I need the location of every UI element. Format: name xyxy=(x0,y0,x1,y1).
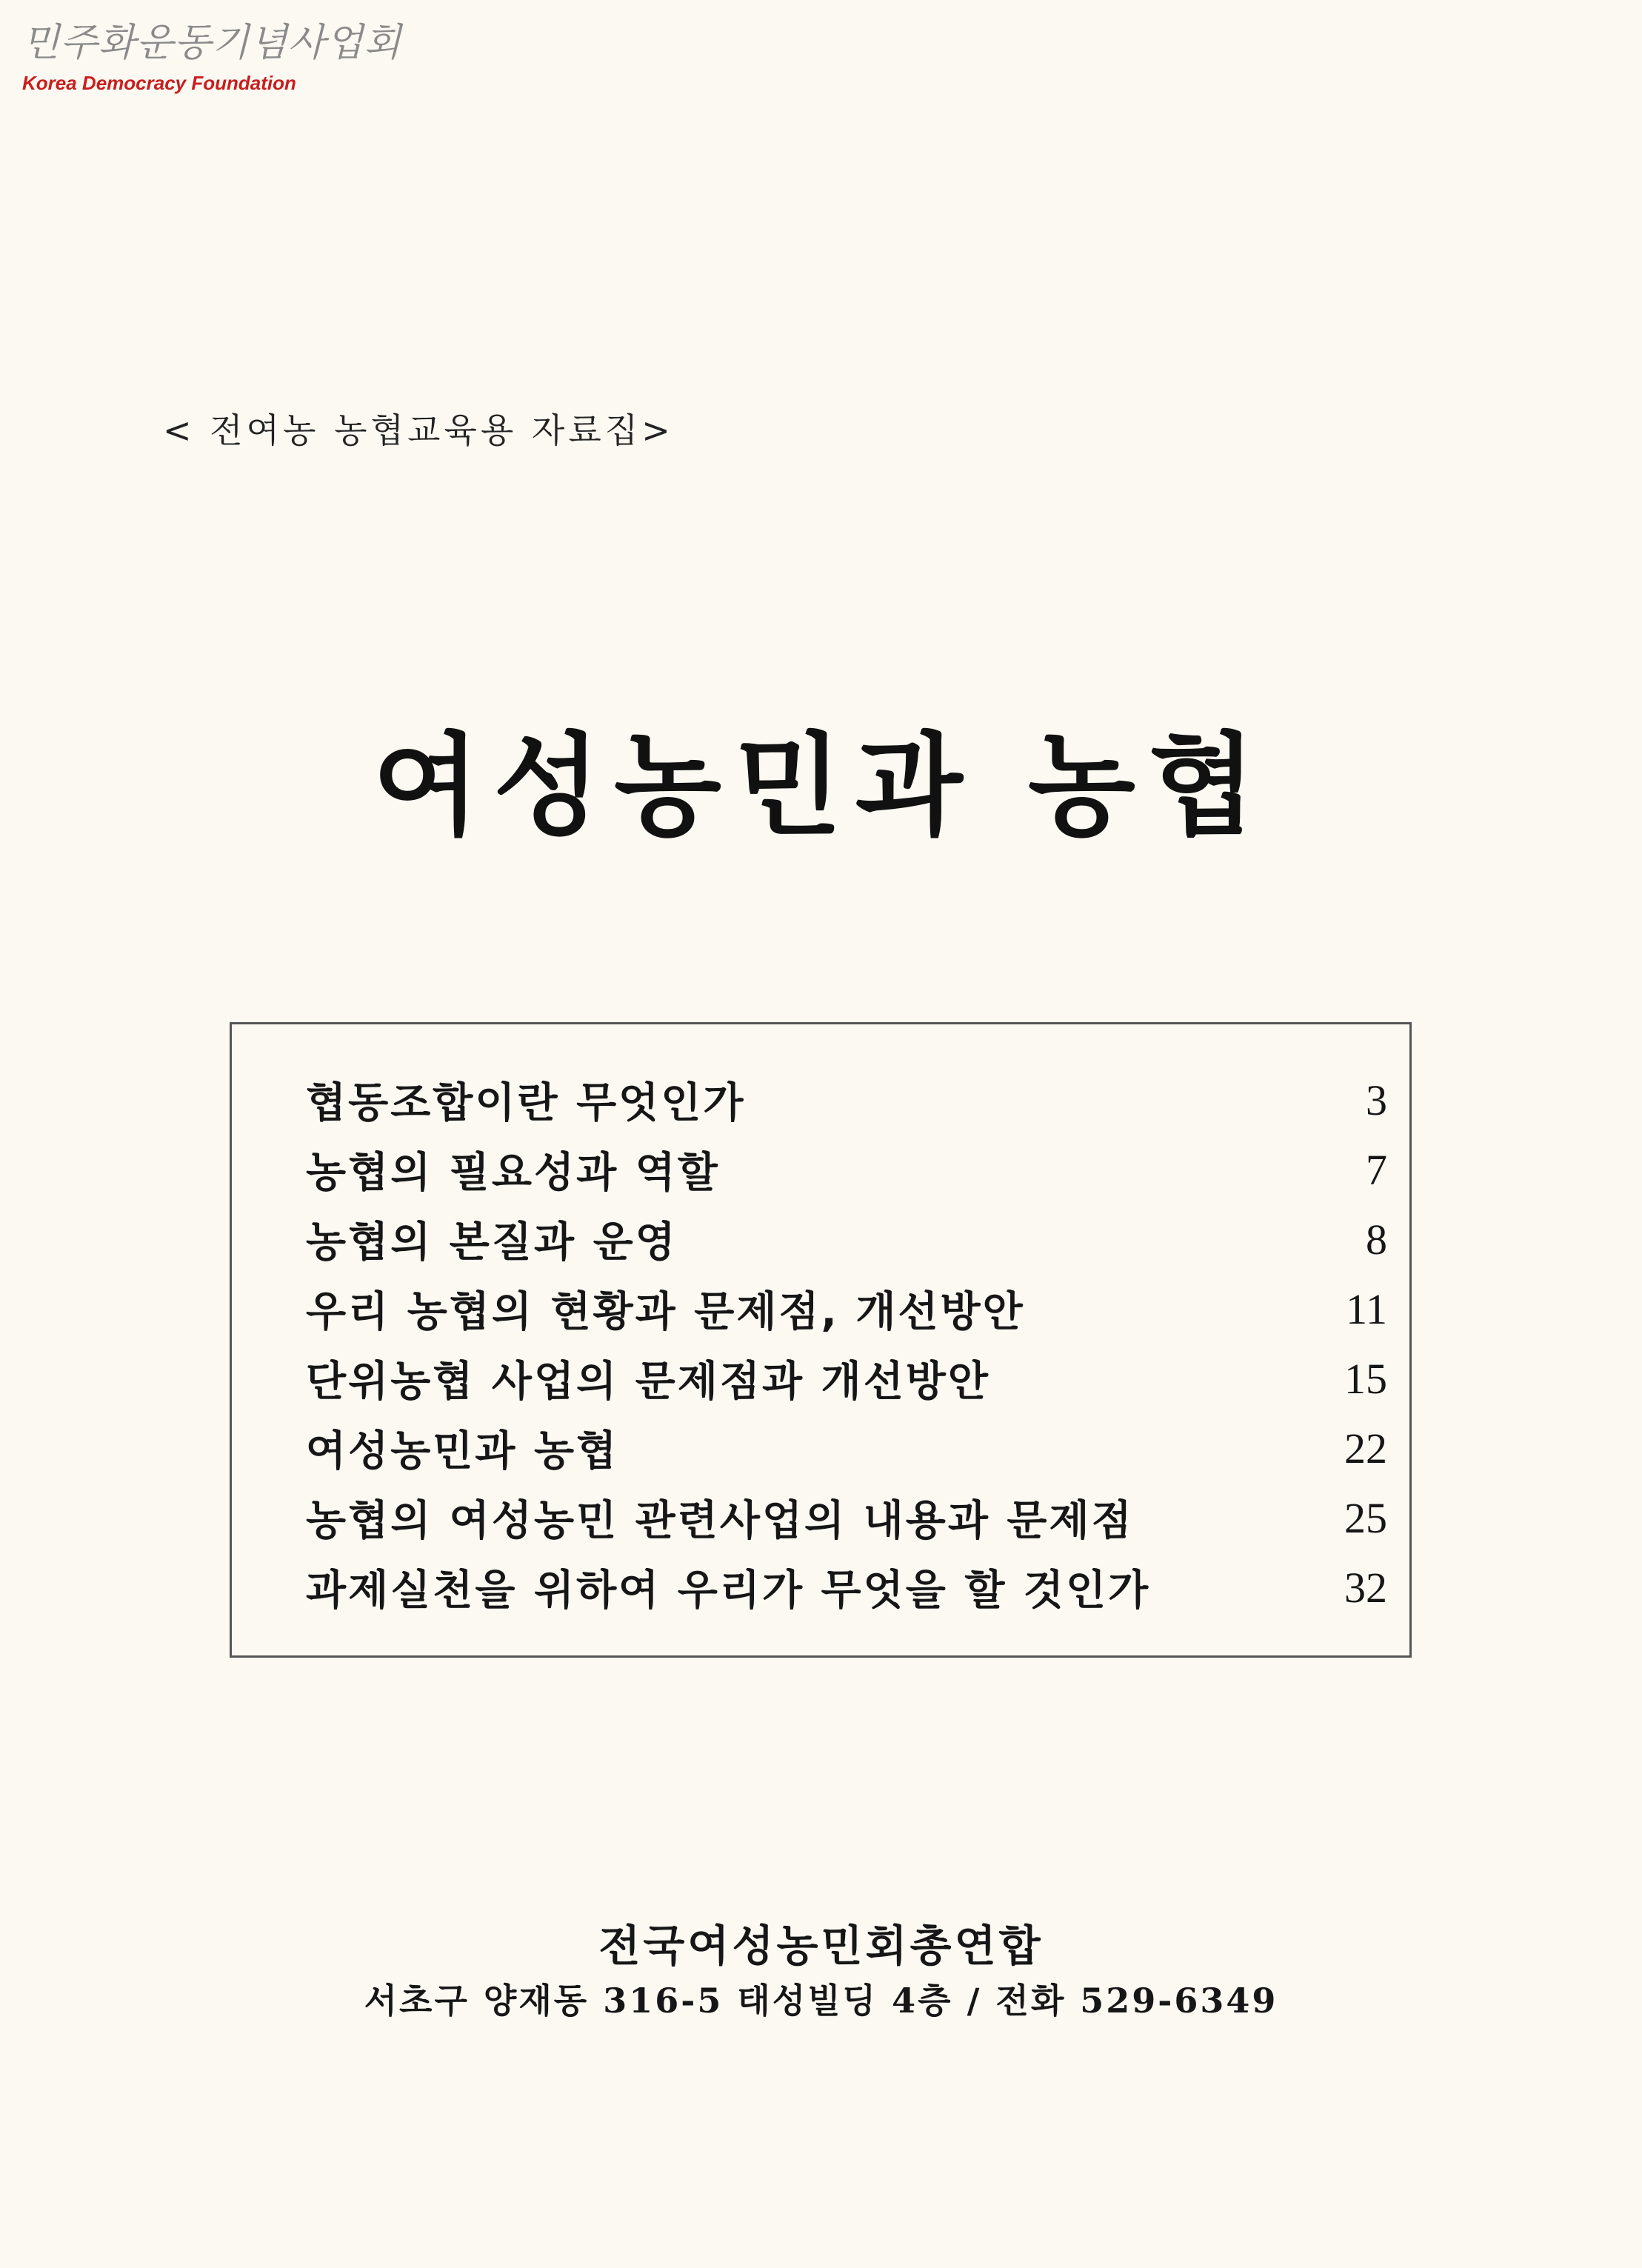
watermark-english: Korea Democracy Foundation xyxy=(22,72,296,95)
toc-entry xyxy=(306,1344,1387,1413)
toc-entry xyxy=(306,1065,1387,1135)
toc-entry-page: 32 xyxy=(1344,1563,1387,1612)
watermark-korean: 민주화운동기념사업회 xyxy=(22,21,402,65)
toc-entry xyxy=(306,1135,1387,1204)
publisher-name: 전국여성농민회총연합 xyxy=(598,1921,1044,1971)
toc-entry-page: 15 xyxy=(1344,1354,1387,1403)
toc-entry-title: 단위농협 사업의 문제점과 개선방안 xyxy=(306,1358,990,1406)
toc-entry-page: 11 xyxy=(1346,1284,1387,1333)
toc-list xyxy=(306,1065,1387,1622)
toc-entry xyxy=(306,1552,1387,1622)
toc-entry-page: 8 xyxy=(1366,1215,1387,1264)
toc-entry xyxy=(306,1413,1387,1483)
toc-entry-title: 농협의 본질과 운영 xyxy=(306,1218,678,1267)
series-label: < 전여농 농협교육용 자료집> xyxy=(163,410,674,450)
table-of-contents xyxy=(230,1022,1412,1658)
publisher-address: 서초구 양재동 316-5 태성빌딩 4층 / 전화 529-6349 xyxy=(364,1981,1278,2021)
toc-entry-title: 협동조합이란 무엇인가 xyxy=(306,1079,746,1127)
toc-entry-title: 농협의 필요성과 역할 xyxy=(306,1149,720,1197)
toc-entry xyxy=(306,1483,1387,1552)
toc-entry xyxy=(306,1204,1387,1274)
toc-entry-page: 3 xyxy=(1366,1075,1387,1124)
toc-entry-title: 과제실천을 위하여 우리가 무엇을 할 것인가 xyxy=(306,1567,1151,1615)
toc-entry-page: 22 xyxy=(1344,1424,1387,1472)
foundation-watermark xyxy=(22,21,402,95)
toc-entry xyxy=(306,1274,1387,1344)
toc-entry-page: 25 xyxy=(1344,1493,1387,1542)
toc-entry-title: 여성농민과 농협 xyxy=(306,1427,619,1475)
document-title: 여성농민과 농협 xyxy=(373,722,1269,851)
toc-entry-title: 농협의 여성농민 관련사업의 내용과 문제점 xyxy=(306,1497,1134,1545)
toc-entry-page: 7 xyxy=(1366,1145,1387,1194)
toc-entry-title: 우리 농협의 현황과 문제점, 개선방안 xyxy=(306,1288,1025,1336)
